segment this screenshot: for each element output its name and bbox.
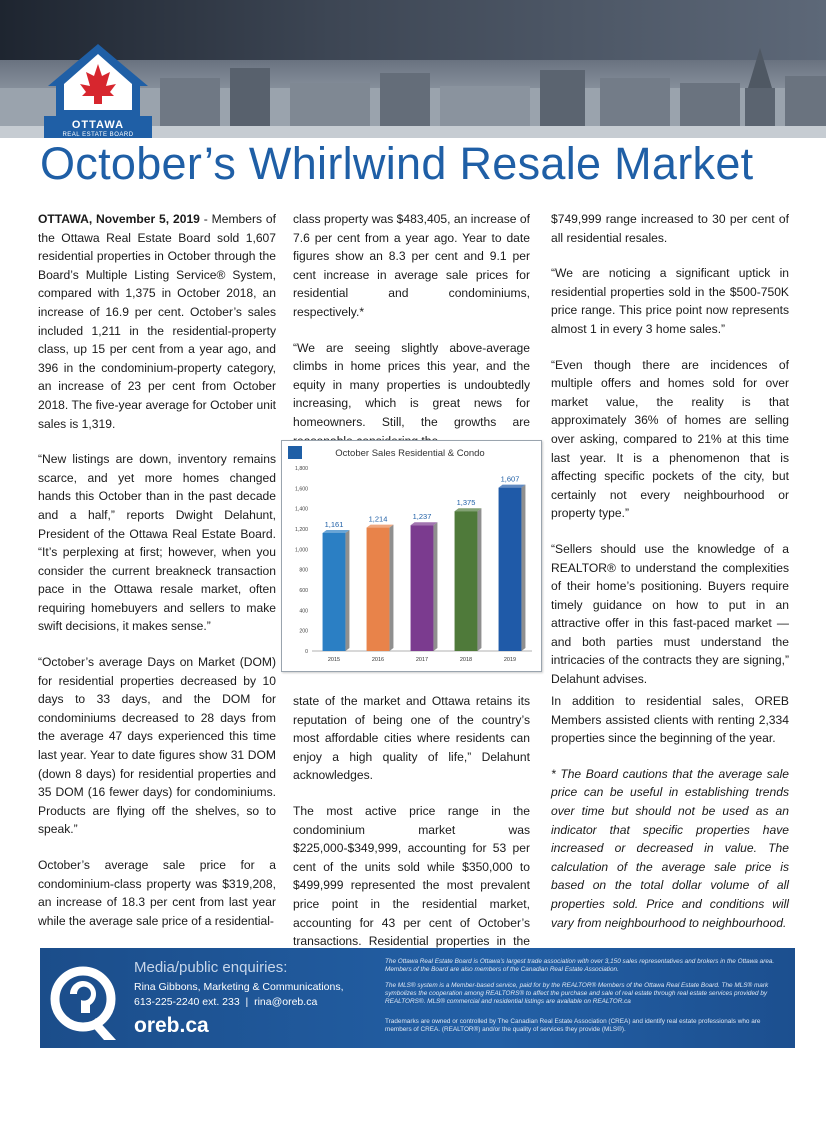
y-tick-label: 1,000 [295,547,308,554]
footer-fineprint-2: The MLS® system is a Member-based service, paid for by the REALTOR® Members of the Ottawa Real Estate Board. The MLS® mark symbolizes the cooperation among REALTORS® to affect the purchase and sale of real estate through real estate services provided by REALTORS®. MLS® commercial and residential listings are available on REALTOR.ca [385,982,769,1006]
paragraph-10: “We are noticing a significant uptick in residential properties sold in the $500-750K price range. This price point now represents almost 1 in every 3 home sales.” [551,266,789,336]
paragraph-11-end: are selling over asking, compared to 21% at this time last year. It is a phenomenon that is affecting specific pockets of the city, but certainly not every neighbourhood or property type.” [551,413,789,521]
bar-top [367,525,394,528]
y-tick-label: 800 [299,567,308,574]
chart-bar-group [455,498,482,663]
chart-bar-2015 [323,533,346,651]
chart-bar-group [367,515,394,663]
contact-phone[interactable]: 613-225-2240 ext. 233 [134,996,240,1008]
paragraph-12: “Sellers should use the knowledge of a REALTOR® to understand the complexities of their home’s positioning. Buyers require timely guidance on how to put in an attractive offer in this fast-paced market — and both parties must understand the intricacies of the contracts they are signing,” Delahunt advises. [551,541,789,687]
bar-side [477,508,481,651]
x-tick-label: 2016 [371,657,385,663]
contact-email[interactable]: rina@oreb.ca [254,996,318,1008]
y-tick-label: 1,800 [295,466,308,472]
bar-value-label: 1,237 [412,512,432,522]
article-column-1 [38,210,276,947]
contact-name: Rina Gibbons, Marketing & Communications, [134,981,344,993]
bar-side [389,525,393,651]
media-contact [134,980,344,1010]
y-tick-label: 0 [305,649,308,655]
article-column-3-top [551,210,789,706]
paragraph-1 [38,210,276,433]
x-tick-label: 2019 [503,657,517,663]
chart-logo-icon [288,446,302,459]
bar-side [433,522,437,651]
logo-word: OTTAWA [71,119,125,131]
paragraph-11-start: “Even though there are incidences of multiple offers and homes sold for over market value, the reality is that approximately 36% of homes [551,357,789,428]
x-tick-label: 2018 [459,657,473,663]
paragraph-8: The most active price range in the condominium market was $225,000-$349,999, accounting for 53 per cent of the units sold while $350,000 to $499,999 represented the most prevalent price point in the residential market, accounting for 43 per cent of October’s transactions. Residential properties in the [293,803,530,949]
paragraph-6: “We are seeing slightly above-average climbs in home prices this year, and the equity in many properties is undoubtedly increasing, which is great news for homeowners. Still, the growths are [293,340,530,429]
oreb-logo [44,42,152,138]
paragraph-9: $749,999 range increased to 30 per cent of all residential resales. [551,212,789,245]
y-tick-label: 1,600 [295,486,308,493]
chart-bar-2018 [455,511,478,651]
paragraph-1-text: - Members of the Ottawa Real Estate Board sold 1,607 residential properties in October through the Board’s Multiple Listing Service® System, compared with 1,375 in October 2018, an increase of 16.9 per cent. October’s sales included 1,211 in the residential-property class, up 15 per cent from a year ago, and 396 in the condominium-property category, an increase of 23 per cent from October 2018. The five-year average for October unit sales is 1,319. [38,212,276,431]
bar-side [345,530,349,651]
sales-chart [281,440,542,672]
bar-top [411,522,438,525]
contact-line [134,995,344,1010]
x-tick-label: 2017 [415,657,429,663]
bar-top [499,485,526,488]
chart-bar-group [499,475,526,663]
paragraph-11 [551,356,789,523]
y-tick-label: 200 [299,628,308,635]
chart-title: October Sales Residential & Condo [335,448,485,459]
oreb-o-logo-icon [50,966,120,1042]
bar-top [323,530,350,533]
y-tick-label: 600 [299,588,308,594]
paragraph-5: class property was $483,405, an increase of 7.6 per cent from a year ago. Year to date figures show an 8.3 per cent and 9.1 per cent increase in average sale prices for residential and condominiums, respectively.* [293,212,530,319]
footer-bar [40,948,795,1048]
disclaimer-note: * The Board cautions that the average sale price can be useful in establishing trends over time but should not be used as an indicator that specific properties have increased or decreased in value. The calculation of the average sale price is based on the total dollar volume of all properties sold. Price and conditions will vary from neighbourhood to neighbourhood. [551,766,789,930]
footer-fineprint-3: Trademarks are owned or controlled by The Canadian Real Estate Association (CREA) and identify real estate professionals who are members of CREA. (REALTOR®) and/or the quality of services they provide (MLS®). [385,1018,761,1034]
paragraph-3: “October’s average Days on Market (DOM) for residential properties decreased by 10 days to 33 days, and the DOM for condominiums decreased to 28 days from the average 47 days experienced this time last year. Year to date figures show 31 DOM (down 8 days) for residential properties and 35 DOM (16 fewer days) for condominiums. Products are flying off the shelves, so to speak.” [38,655,276,837]
article-column-2-bottom [293,692,530,986]
bar-value-label: 1,375 [456,498,476,508]
bar-side [521,485,525,651]
paragraph-7: state of the market and Ottawa retains its reputation of being one of the country’s most affordable cities where residents can enjoy a high quality of life,” Delahunt acknowledges. [293,694,530,783]
page-title: October’s Whirlwind Resale Market [40,138,754,189]
paragraph-13: In addition to residential sales, OREB Members assisted clients with renting 2,334 properties since the beginning of the year. [551,694,789,746]
x-tick-label: 2015 [327,657,341,663]
y-tick-label: 400 [299,608,308,615]
bar-value-label: 1,607 [500,474,520,484]
y-tick-label: 1,200 [295,527,308,533]
bar-value-label: 1,161 [324,519,344,529]
media-enquiries-heading: Media/public enquiries: [134,959,288,976]
footer-fineprint-1: The Ottawa Real Estate Board is Ottawa’s largest trade association with over 3,150 sales representatives and brokers in the Ottawa area. Members of the Board are also members of the Canadian Real Estate Association. [385,958,775,974]
article-column-2-top [293,210,530,467]
dateline: OTTAWA, November 5, 2019 [38,212,200,226]
chart-bar-2019 [499,488,522,651]
bar-top [455,508,482,511]
sales-chart-svg [282,441,541,671]
paragraph-4: October’s average sale price for a condominium-class property was $319,208, an increase of 18.3 per cent from last year while the average sale price of a residential- [38,858,276,928]
paragraph-2: “New listings are down, inventory remains scarce, and yet more homes changed hands this October than in the past decade and a half,” reports Dwight Delahunt, President of the Ottawa Real Estate Board. “It’s perplexing at first; however, when you consider the current breakneck transaction pace in the Ottawa resale market, often requiring homebuyers and sellers to make swift decisions, it makes sense.” [38,452,276,634]
bar-value-label: 1,214 [368,514,388,524]
header-banner [0,0,826,138]
y-tick-label: 1,400 [295,506,308,513]
chart-bar-2017 [411,525,434,651]
chart-bar-group [411,512,438,663]
chart-bar-group [323,520,350,663]
logo-subtitle: REAL ESTATE BOARD [62,132,134,138]
contact-separator: | [245,996,249,1008]
article-column-3-bottom [551,692,789,949]
website-link[interactable]: oreb.ca [134,1014,209,1037]
chart-bar-2016 [367,528,390,651]
